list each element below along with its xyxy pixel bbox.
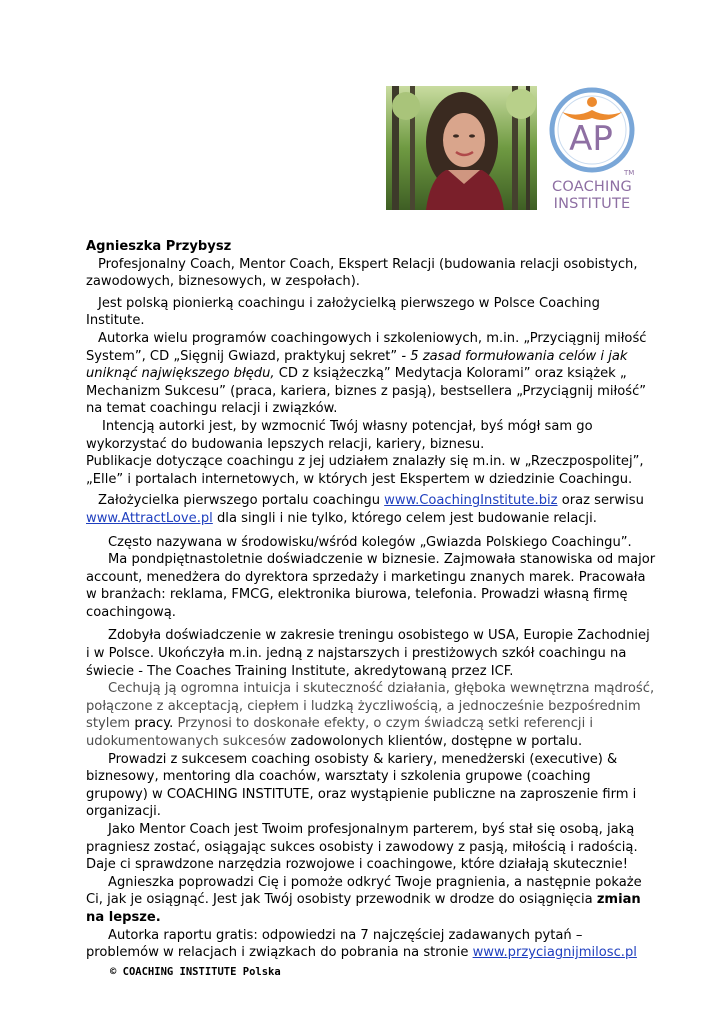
guide-text-bold: zmian na lepsze. [86,892,641,925]
guide-text: Agnieszka poprowadzi Cię i pomoże odkryć Twoje pragnienia, a następnie pokaże Ci, jak je osiągnąć. Jest jak Twój osobisty przewodnik w drodze do osiągnięcia [86,874,642,908]
author-text-italic: - 5 zasad formułowania celów i jak uniknąć największego błędu, [86,348,628,382]
report-text: Autorka raportu gratis: odpowiedzi na 7 najczęściej zadawanych pytań – problemów w relacjach i związkach do pobrania na stronie [86,927,583,961]
paragraph-founder [86,492,656,527]
przyciagnijmilosc-link[interactable]: www.przyciagnijmilosc.pl [472,945,637,961]
portrait-image [386,86,537,210]
trademark-label: TM [624,169,635,177]
paragraph-qualities [86,680,656,750]
paragraph-pioneer: Jest polską pionierką coachingu i założycielką pierwszego w Polsce Coaching Institute. [86,295,600,329]
coaching-institute-link[interactable]: www.CoachingInstitute.biz [384,493,558,509]
paragraph-services: Prowadzi z sukcesem coaching osobisty & kariery, menedżerski (executive) & biznesowy, mentoring dla coachów, warsztaty i szkolenia grupowe (coaching grupowy) w COACHING INSTITUTE, oraz wystąpienie publiczne na zaproszenie firm i organizacji. [86,751,637,820]
paragraph-experience: Ma pondpiętnastoletnie doświadczenie w biznesie. Zajmowała stanowiska od major account, menedżera do dyrektora sprzedaży i marketingu znanych marek. Pracowała w branżach: reklama, FMCG, elektronika biurowa, telefonia. Prowadzi własną firmę coachingową. [86,552,656,620]
author-text-2: CD z książeczką” Medytacja Kolorami” oraz książek „ Mechanizm Sukcesu” (praca, kariera, biznes z pasją), bestsellera „Przyciągnij miłość” na temat coachingu relacji i związków. [86,366,647,417]
author-text-1: Autorka wielu programów coachingowych i szkoleniowych, m.in. „Przyciągnij miłość System”, CD „Sięgnij Gwiazd, praktykuj sekret” [86,330,647,364]
qualities-text-3: Przynosi to doskonałe efekty, o czym świadczą setki referencji i udokumentowanych sukcesów [86,716,594,750]
author-photo [386,86,537,210]
coaching-institute-logo [544,84,640,214]
author-name: Agnieszka Przybysz [86,239,232,254]
founder-text-3: dla singli i nie tylko, którego celem jest budowanie relacji. [212,510,597,526]
footer-copyright: © COACHING INSTITUTE Polska [110,966,281,978]
logo-word-coaching: COACHING [552,179,632,195]
ap-logo-icon [544,84,640,180]
founder-text-2: oraz serwisu [557,493,644,509]
founder-text-1: Założycielka pierwszego portalu coachingu [98,493,385,509]
paragraph-training: Zdobyła doświadczenie w zakresie treningu osobistego w USA, Europie Zachodniej i w Polsce. Ukończyła m.in. jedną z najstarszych i prestiżowych szkół coachingu na świecie - The Coaches Training Institute, akredytowaną przez ICF. [86,628,650,679]
paragraph-author [86,330,656,418]
qualities-text-4: zadowolonych klientów, dostępne w portalu. [286,734,583,750]
paragraph-star: Często nazywana w środowisku/wśród kolegów „Gwiazda Polskiego Coachingu”. [108,534,632,550]
paragraph-intention: Intencją autorki jest, by wzmocnić Twój własny potencjał, byś mógł sam go wykorzystać do budowania lepszych relacji, kariery, biznesu. [86,418,593,452]
paragraph-roles: Profesjonalny Coach, Mentor Coach, Ekspert Relacji (budowania relacji osobistych, zawodowych, biznesowych, w zespołach). [86,256,638,290]
qualities-text-2: pracy. [130,716,174,732]
qualities-text-1: Cechują ją ogromna intuicja i skuteczność działania, głęboka wewnętrzna mądrość, połączone z akceptacją, ciepłem i ludzką życzliwością, a jednocześnie bezpośrednim stylem [86,681,655,732]
attractlove-link[interactable]: www.AttractLove.pl [86,510,213,526]
paragraph-mentor: Jako Mentor Coach jest Twoim profesjonalnym parterem, byś stał się osobą, jaką pragniesz zostać, osiągając sukces osobisty i zawodowy z pasją, miłością i radością. Daje ci sprawdzone narzędzia rozwojowe i coachingowe, które działają skutecznie! [86,822,638,873]
bio-document [86,238,656,962]
paragraph-publications: Publikacje dotyczące coachingu z jej udziałem znalazły się m.in. w „Rzeczpospolitej”, „Elle” i portalach internetowych, w których jest Ekspertem w dziedzinie Coachingu. [86,454,644,487]
logo-word-institute: INSTITUTE [553,196,631,212]
paragraph-guide [86,874,656,927]
logo-letters: AP [569,119,613,159]
paragraph-report [86,927,656,962]
